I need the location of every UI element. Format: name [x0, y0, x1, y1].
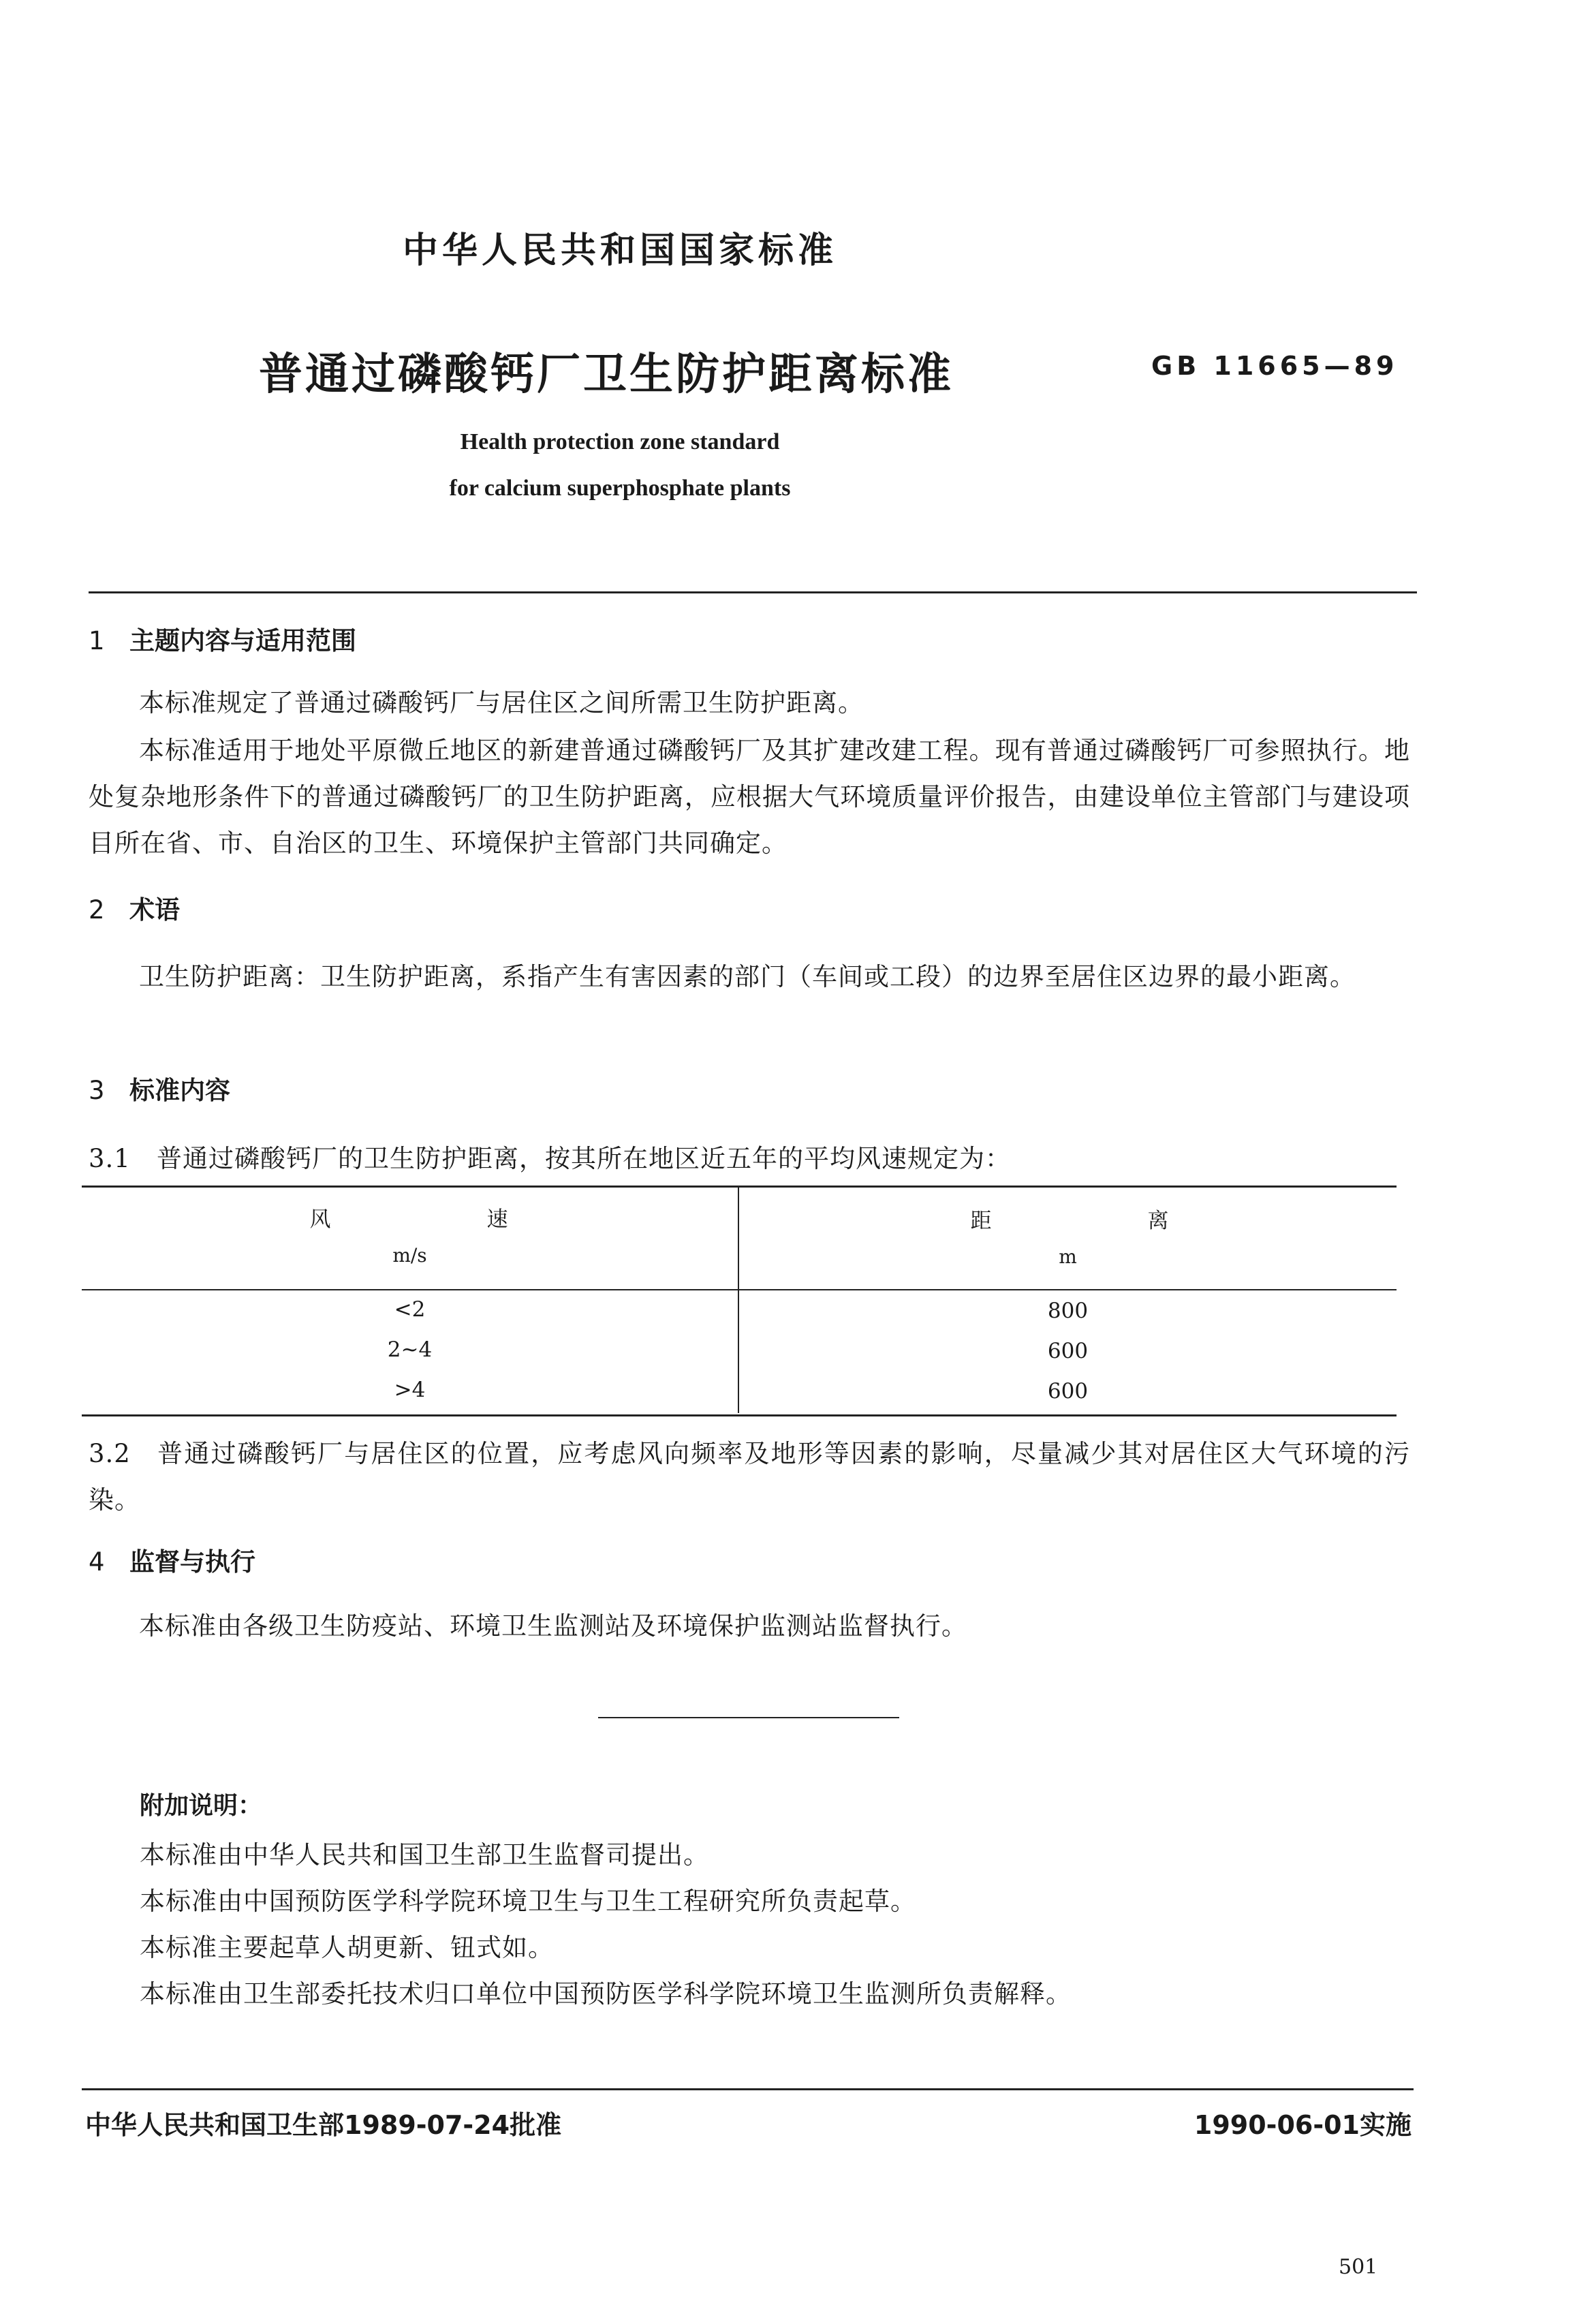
- footer-divider: [82, 2088, 1414, 2090]
- table-row-3-distance: 600: [1047, 1379, 1089, 1404]
- appendix-line-1: 本标准由中华人民共和国卫生部卫生监督司提出。: [140, 1840, 709, 1870]
- standard-title: 普通过磷酸钙厂卫生防护距离标准: [259, 350, 954, 400]
- section-1-title: 主题内容与适用范围: [129, 626, 356, 655]
- table-header-wind-char1: 风: [309, 1207, 331, 1232]
- national-standard-title: 中华人民共和国国家标准: [402, 230, 837, 271]
- standard-code: GB 11665—89: [1151, 351, 1399, 381]
- section-4-heading: [89, 1541, 255, 1578]
- section-3-heading: [89, 1070, 230, 1106]
- section-4-title: 监督与执行: [129, 1547, 255, 1577]
- clause-3-1-text: 普通过磷酸钙厂的卫生防护距离，按其所在地区近五年的平均风速规定为：: [157, 1144, 1011, 1173]
- appendix-line-3: 本标准主要起草人胡更新、钮式如。: [140, 1933, 554, 1962]
- appendix-title: 附加说明：: [140, 1792, 263, 1820]
- table-header-distance-char2: 离: [1147, 1209, 1169, 1233]
- table-header-rule: [82, 1289, 1397, 1290]
- appendix-line-2: 本标准由中国预防医学科学院环境卫生与卫生工程研究所负责起草。: [140, 1887, 916, 1916]
- table-header-distance-char1: 距: [970, 1209, 992, 1233]
- table-row-2-distance: 600: [1047, 1339, 1089, 1363]
- english-title-line1: Health protection zone standard: [460, 429, 780, 454]
- section-2-heading: [89, 889, 180, 926]
- table-top-rule: [82, 1186, 1397, 1188]
- end-divider: [598, 1717, 899, 1718]
- section-2-title: 术语: [129, 895, 180, 925]
- section-1-number: 1: [89, 626, 105, 655]
- effective-date: 1990-06-01实施: [1194, 2110, 1412, 2140]
- english-title-line2: for calcium superphosphate plants: [449, 476, 791, 501]
- section-1-paragraph-2: 本标准适用于地处平原微丘地区的新建普通过磷酸钙厂及其扩建改建工程。现有普通过磷酸钙厂可参照执行。地处复杂地形条件下的普通过磷酸钙厂的卫生防护距离，应根据大气环境质量评价报告，由建设单位主管部门与建设项目所在省、市、自治区的卫生、环境保护主管部门共同确定。: [89, 736, 1410, 858]
- table-row-1-wind: <2: [394, 1297, 426, 1322]
- table-row-2-wind: 2~4: [387, 1337, 433, 1362]
- section-1-heading: [89, 620, 356, 657]
- clause-3-2-text: 普通过磷酸钙厂与居住区的位置，应考虑风向频率及地形等因素的影响，尽量减少其对居住区大气环境的污染。: [89, 1439, 1410, 1515]
- clause-3-1-number: 3.1: [89, 1144, 131, 1173]
- section-2-paragraph-1: 卫生防护距离：卫生防护距离，系指产生有害因素的部门（车间或工段）的边界至居住区边界的最小距离。: [139, 962, 1356, 991]
- clause-3-1: [89, 1138, 1011, 1175]
- approval-date: 中华人民共和国卫生部1989-07-24批准: [85, 2110, 562, 2140]
- appendix-line-4: 本标准由卫生部委托技术归口单位中国预防医学科学院环境卫生监测所负责解释。: [140, 1979, 1072, 2009]
- section-3-number: 3: [89, 1076, 105, 1105]
- section-4-paragraph-1: 本标准由各级卫生防疫站、环境卫生监测站及环境保护监测站监督执行。: [139, 1611, 967, 1641]
- clause-3-2: [89, 1431, 1410, 1523]
- section-1-paragraph-1: 本标准规定了普通过磷酸钙厂与居住区之间所需卫生防护距离。: [139, 688, 864, 717]
- clause-3-2-number: 3.2: [89, 1439, 131, 1468]
- table-header-wind-char2: 速: [486, 1207, 508, 1232]
- table-row-1-distance: 800: [1047, 1299, 1089, 1323]
- header-divider: [89, 591, 1417, 593]
- page-number: 501: [1339, 2255, 1378, 2279]
- table-header-wind-unit: m/s: [392, 1244, 427, 1267]
- table-row-3-wind: >4: [394, 1378, 426, 1402]
- table-bottom-rule: [82, 1414, 1397, 1416]
- section-4-number: 4: [89, 1547, 105, 1577]
- section-3-title: 标准内容: [129, 1076, 230, 1105]
- table-header-distance-unit: m: [1059, 1245, 1077, 1268]
- section-2-number: 2: [89, 895, 105, 925]
